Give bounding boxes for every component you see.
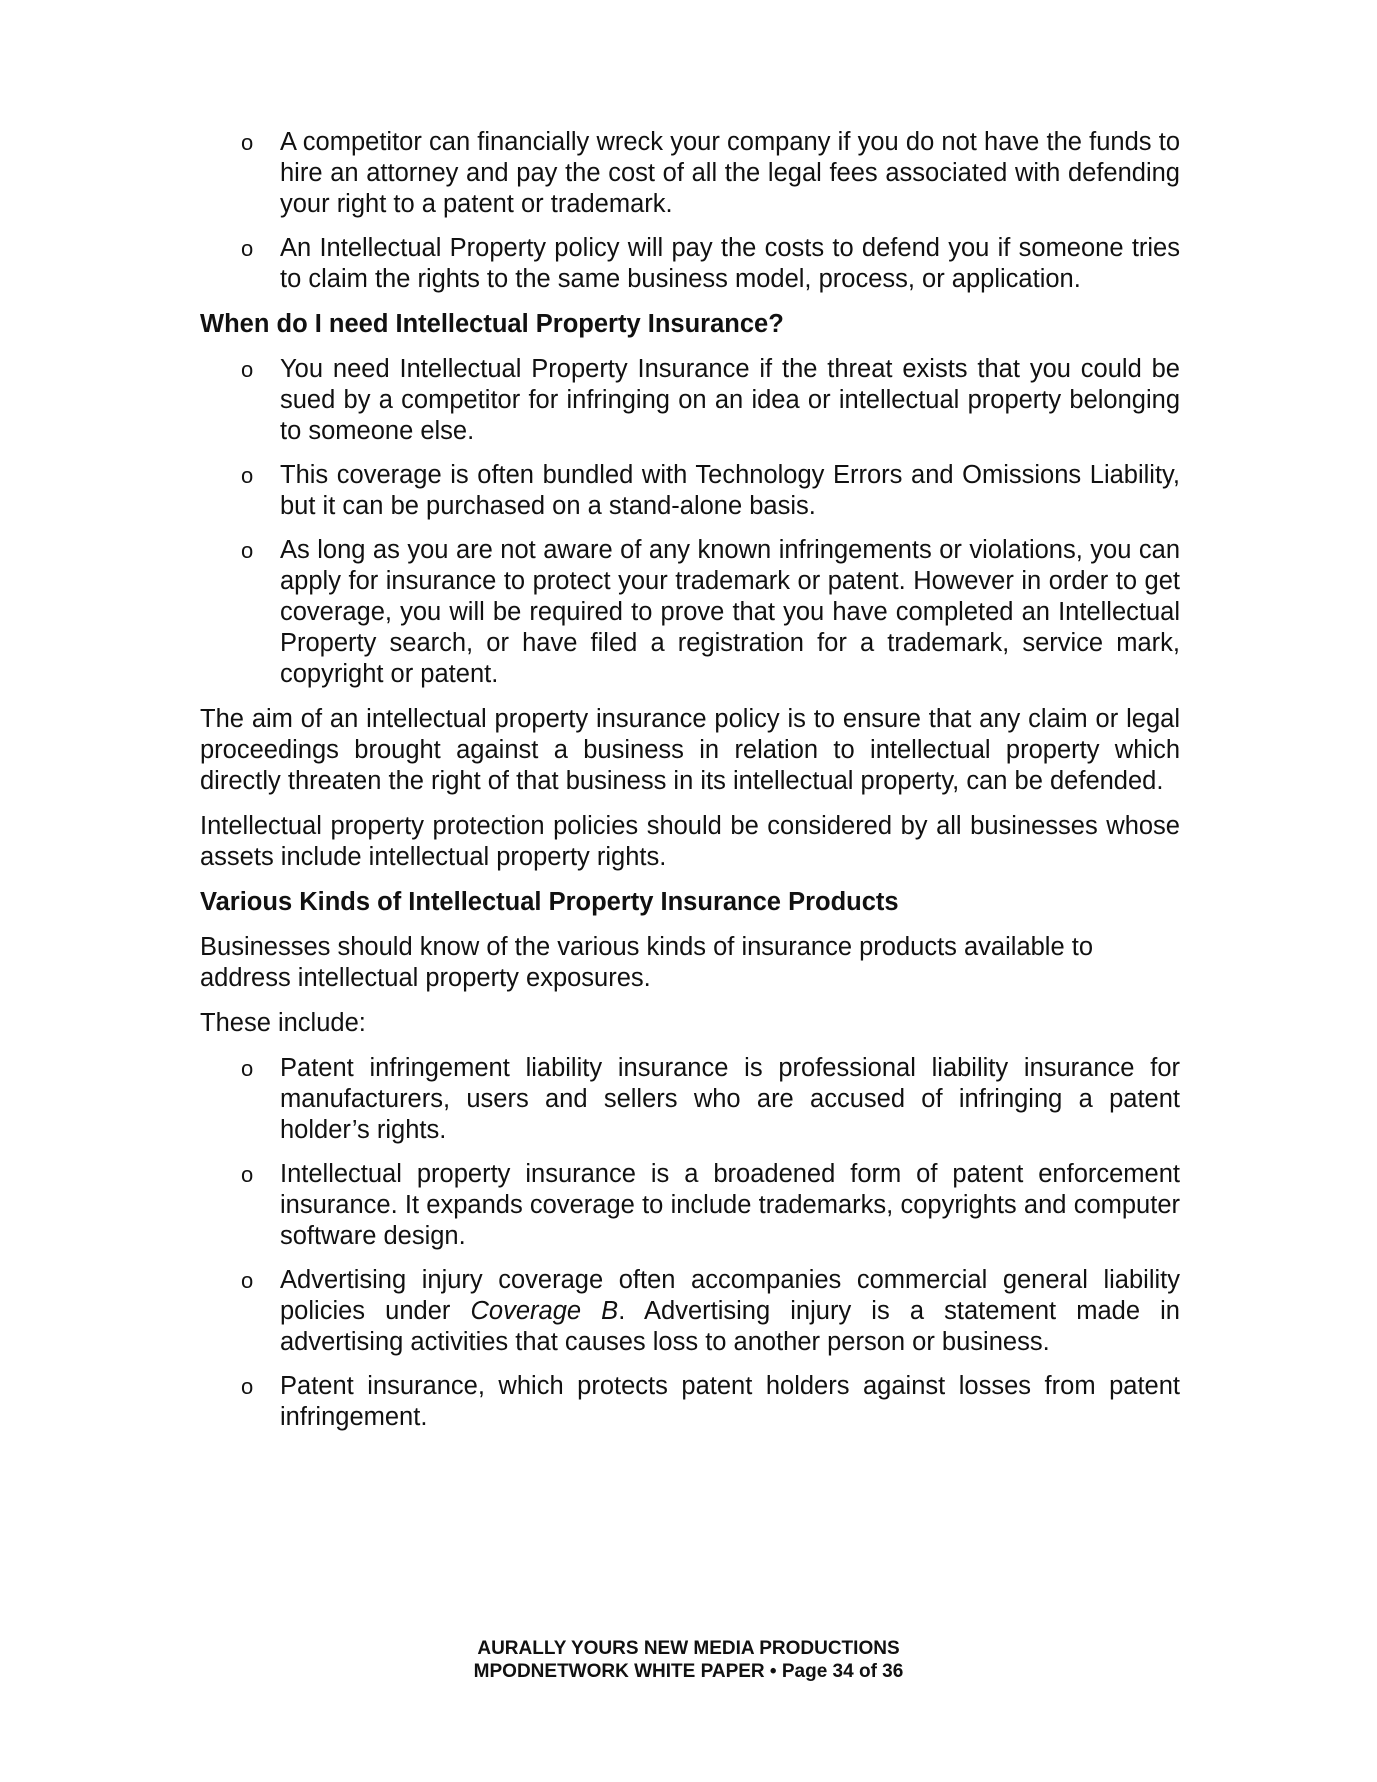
section-heading-products: Various Kinds of Intellectual Property Insurance Products (200, 888, 899, 916)
list-item (200, 354, 1180, 447)
bullet-text: This coverage is often bundled with Technology Errors and Omissions Liability, but it can be purchased on a stand-alone basis. (280, 461, 1180, 520)
document-page (200, 127, 1180, 1447)
list-item (200, 127, 1180, 220)
list-item (200, 1053, 1180, 1146)
list-item (200, 233, 1180, 295)
bullet-text-after: . Advertising injury is a statement made in advertising activities that causes loss to another person or business. (280, 1297, 1180, 1356)
bullet-marker: o (241, 1162, 254, 1187)
bullet-marker: o (241, 130, 254, 155)
when-needed-bullet-list (200, 354, 1180, 690)
coverage-b-italic: Coverage B (470, 1297, 619, 1325)
bullet-marker: o (241, 1268, 254, 1293)
list-item (200, 1265, 1180, 1358)
section-heading-when-needed: When do I need Intellectual Property Insurance? (200, 310, 784, 338)
bullet-text: An Intellectual Property policy will pay the costs to defend you if someone tries to claim the rights to the same business model, process, or application. (280, 234, 1180, 293)
intro-bullet-list (200, 127, 1180, 295)
aim-paragraph: The aim of an intellectual property insurance policy is to ensure that any claim or legal proceedings brought against a business in relation to intellectual property which directly threaten the right of that business in its intellectual property, can be defended. (200, 705, 1180, 795)
bullet-marker: o (241, 236, 254, 261)
page-footer (0, 1637, 1377, 1683)
list-item (200, 1159, 1180, 1252)
bullet-text: As long as you are not aware of any known infringements or violations, you can apply for insurance to protect your trademark or patent. However in order to get coverage, you will be required to prove that you have completed an Intellectual Property search, or have filed a registration for a trademark, service mark, copyright or patent. (280, 536, 1180, 688)
bullet-marker: o (241, 463, 254, 488)
bullet-text: A competitor can financially wreck your company if you do not have the funds to hire an attorney and pay the cost of all the legal fees associated with defending your right to a patent or trademark. (280, 128, 1180, 218)
bullet-text: You need Intellectual Property Insurance if the threat exists that you could be sued by a competitor for infringing on an idea or intellectual property belonging to someone else. (280, 355, 1180, 445)
products-bullet-list (200, 1053, 1180, 1433)
bullet-marker: o (241, 1374, 254, 1399)
bullet-text (280, 1266, 1180, 1356)
protection-paragraph: Intellectual property protection policies should be considered by all businesses whose assets include intellectual property rights. (200, 812, 1180, 871)
bullet-text: Patent infringement liability insurance is professional liability insurance for manufacturers, users and sellers who are accused of infringing a patent holder’s rights. (280, 1054, 1180, 1144)
these-include-paragraph: These include: (200, 1009, 366, 1037)
footer-page-info: MPODNETWORK WHITE PAPER • Page 34 of 36 (473, 1661, 904, 1682)
list-item (200, 535, 1180, 690)
bullet-marker: o (241, 357, 254, 382)
bullet-text: Patent insurance, which protects patent holders against losses from patent infringement. (280, 1372, 1180, 1431)
bullet-text: Intellectual property insurance is a broadened form of patent enforcement insurance. It expands coverage to include trademarks, copyrights and computer software design. (280, 1160, 1180, 1250)
list-item (200, 460, 1180, 522)
list-item (200, 1371, 1180, 1433)
bullet-text-before: Advertising injury coverage often accompanies commercial general liability policies under (280, 1266, 1180, 1325)
bullet-marker: o (241, 538, 254, 563)
products-intro-paragraph: Businesses should know of the various kinds of insurance products available to address intellectual property exposures. (200, 933, 1094, 992)
footer-company: AURALLY YOURS NEW MEDIA PRODUCTIONS (477, 1638, 900, 1659)
bullet-marker: o (241, 1056, 254, 1081)
